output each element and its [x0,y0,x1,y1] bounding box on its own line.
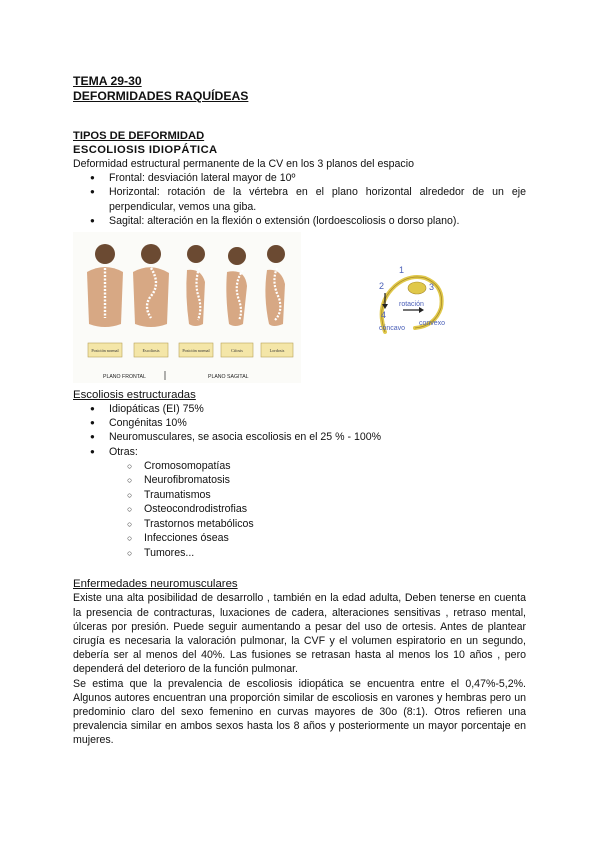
list-item: ○ Traumatismos [73,488,526,503]
label-lordosis: Lordosis [269,348,285,354]
body-side-normal [186,245,205,326]
intro-paragraph: Deformidad estructural permanente de la CV en los 3 planos del espacio [73,158,414,170]
body-back-scoliosis [133,244,169,327]
plane-frontal-label: PLANO FRONTAL [103,374,146,381]
body-back-normal [87,244,123,327]
doc-title-line1: TEMA 29-30 [73,74,142,88]
label-posicion-normal-1: Posición normal [91,348,119,354]
section-heading-estructuradas: Escoliosis estructuradas [73,389,196,402]
tipos-bullet-list [73,171,526,228]
list-item: ○ Osteocondrodistrofias [73,502,526,517]
list-item: ○ Infecciones óseas [73,531,526,546]
list-item: ● Frontal: desviación lateral mayor de 10º [73,171,526,185]
label-escoliosis: Escoliosis [142,348,160,354]
figure-row [73,232,526,388]
list-item: ● Horizontal: rotación de la vértebra en el plano horizontal alrededor de un eje perpendicular, vemos una giba. [73,185,526,213]
list-item: ○ Tumores... [73,546,526,561]
list-item: ● Idiopáticas (EI) 75% [73,402,526,416]
list-item: ○ Neurofibromatosis [73,473,526,488]
spine-deformity-figure [73,232,301,383]
concavo-label: cóncavo [379,325,406,333]
label-boxes [88,343,293,357]
neuromusculares-paragraph-1: Existe una alta posibilidad de desarrollo , también en la edad adulta, Deben tenerse en cuenta la presencia de contracturas, luxaciones de cadera, alteraciones sensitivas , retraso mental, úlceras por presión. Puede seguir aumentando a pesar del uso de ortesis. Antes de plantear cirugía es necesaria la valoración pulmonar, la CVF y el volumen espiratorio en un segundo, debería ser al menos del 40%. Las fusiones se retrasan hasta al menos los 10 años , pero dependerá del deterioro de la función pulmonar. [73,592,526,676]
rotation-number-4: 4 [381,310,387,321]
list-item: ○ Cromosomopatías [73,459,526,474]
section-heading-tipos: TIPOS DE DEFORMIDAD [73,130,205,142]
rotation-number-1: 1 [399,265,405,276]
section-heading-neuromusculares: Enfermedades neuromusculares [73,578,238,591]
rotation-number-2: 2 [379,281,385,292]
list-item: ● Congénitas 10% [73,416,526,430]
body-side-kyphosis [226,247,247,326]
list-item: ● Otras: [73,445,526,459]
vertebra-rotation-figure [373,264,455,339]
list-item: ● Sagital: alteración en la flexión o extensión (lordoescoliosis o dorso plano). [73,214,526,228]
rotation-number-3: 3 [429,282,435,293]
subheading-escoliosis-idiopatica: ESCOLIOSIS IDIOPÁTICA [73,144,218,156]
otras-sublist [73,459,526,561]
list-item: ● Neuromusculares, se asocia escoliosis en el 25 % - 100% [73,430,526,444]
doc-title-line2: DEFORMIDADES RAQUÍDEAS [73,89,249,103]
label-posicion-normal-2: Posición normal [182,348,210,354]
plane-sagital-label: PLANO SAGITAL [208,374,249,381]
body-side-lordosis [265,245,285,326]
convexo-label: convexo [419,320,446,328]
list-item: ○ Trastornos metabólicos [73,517,526,532]
label-cifosis: Cifosis [231,348,243,354]
estructuradas-bullet-list [73,402,526,459]
neuromusculares-paragraph-2: Se estima que la prevalencia de escoliosis idiopática se encuentra entre el 0,47%-5,2%. Algunos autores encuentran una proporción similar de escoliosis en varones y hembras pero un predominio claro del sexo femenino en curvas mayores de 30o (8:1). Otros refieren una prevalencia similar en ambos sexos hasta los 8 años y posteriormente un mayor porcentaje en mujeres. [73,677,526,747]
document-page [73,74,526,748]
rotation-label: rotación [399,301,424,309]
